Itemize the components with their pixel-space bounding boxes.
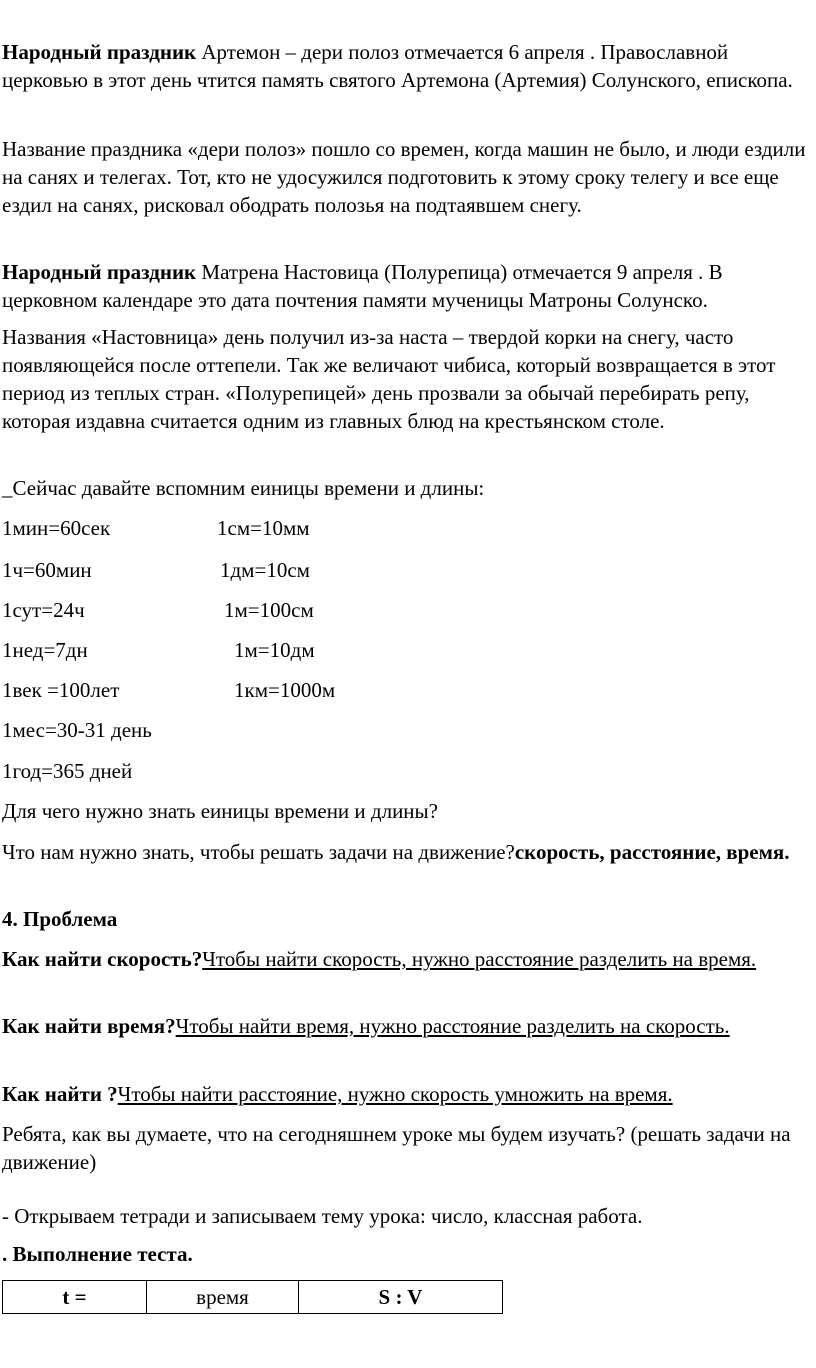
test-heading: . Выполнение теста. bbox=[2, 1242, 193, 1266]
time-unit: 1мес=30-31 день bbox=[2, 718, 152, 742]
unit-row bbox=[2, 636, 315, 664]
question-what-to-know bbox=[2, 838, 814, 866]
paragraph-matrena bbox=[2, 258, 814, 314]
unit-row bbox=[2, 556, 310, 584]
question-label: Как найти ? bbox=[2, 1082, 118, 1106]
table-row bbox=[3, 1281, 503, 1314]
question-why-units: Для чего нужно знать еиницы времени и длины? bbox=[2, 799, 438, 823]
answer-bold: скорость, расстояние, время. bbox=[514, 840, 790, 864]
length-unit: 1м=100см bbox=[224, 598, 314, 622]
length-unit: 1м=10дм bbox=[234, 638, 315, 662]
paragraph-lesson-topic: Ребята, как вы думаете, что на сегодняшнем уроке мы будем изучать? (решать задачи на движение) bbox=[2, 1122, 791, 1174]
time-unit: 1мин=60сек bbox=[2, 516, 111, 540]
question-text: Что нам нужно знать, чтобы решать задачи на движение? bbox=[2, 840, 515, 864]
table-cell: S : V bbox=[299, 1281, 503, 1314]
length-unit: 1дм=10см bbox=[220, 558, 310, 582]
holiday-label: Народный праздник bbox=[2, 260, 197, 284]
question-speed bbox=[2, 945, 814, 973]
time-unit: 1век =100лет bbox=[2, 678, 120, 702]
time-unit: 1сут=24ч bbox=[2, 598, 85, 622]
question-distance bbox=[2, 1080, 673, 1108]
answer-underlined: Чтобы найти скорость, нужно расстояние разделить на время. bbox=[202, 947, 757, 971]
unit-row bbox=[2, 596, 314, 624]
length-unit: 1км=1000м bbox=[234, 678, 336, 702]
question-time bbox=[2, 1012, 814, 1040]
unit-row bbox=[2, 514, 310, 542]
question-label: Как найти скорость? bbox=[2, 947, 203, 971]
paragraph-nastovnitsa: Названия «Настовница» день получил из-за наста – твердой корки на снегу, часто появляющейся после оттепели. Так же величают чибиса, который возвращается в этот период из теплых стран. «Полурепицей» день прозвали за обычай перебирать репу, которая издавна считается одним из главных блюд на крестьянском столе. bbox=[2, 325, 776, 433]
time-unit: 1ч=60мин bbox=[2, 558, 92, 582]
paragraph-text: Артемон – дери полоз отмечается 6 апреля . Православной церковью в этот день чтится память святого Артемона (Артемия) Солунского, епископа. bbox=[2, 40, 793, 92]
unit-row bbox=[2, 757, 132, 785]
table-cell: t = bbox=[3, 1281, 147, 1314]
length-unit: 1см=10мм bbox=[217, 516, 310, 540]
paragraph-deri-poloz: Название праздника «дери полоз» пошло со времен, когда машин не было, и люди ездили на санях и телегах. Тот, кто не удосужился подготовить к этому сроку телегу и все еще ездил на санях, рисковал ободрать полозья на подтаявшем снегу. bbox=[2, 137, 806, 217]
paragraph-open-notebooks: - Открываем тетради и записываем тему урока: число, классная работа. bbox=[2, 1204, 643, 1228]
test-table bbox=[2, 1280, 503, 1314]
answer-underlined: Чтобы найти расстояние, нужно скорость умножить на время. bbox=[117, 1082, 673, 1106]
table-cell: время bbox=[147, 1281, 299, 1314]
answer-underlined: Чтобы найти время, нужно расстояние разделить на скорость. bbox=[175, 1014, 730, 1038]
unit-row bbox=[2, 716, 152, 744]
paragraph-artemon bbox=[2, 38, 814, 94]
question-label: Как найти время? bbox=[2, 1014, 176, 1038]
recall-units-line: _Сейчас давайте вспомним еиницы времени и длины: bbox=[2, 476, 485, 500]
holiday-label: Народный праздник bbox=[2, 40, 197, 64]
time-unit: 1год=365 дней bbox=[2, 759, 133, 783]
time-unit: 1нед=7дн bbox=[2, 638, 88, 662]
unit-row bbox=[2, 676, 336, 704]
paragraph-text: Матрена Настовица (Полурепица) отмечается 9 апреля . В церковном календаре это дата почтения памяти мученицы Матроны Солунско. bbox=[2, 260, 723, 312]
section-problem-heading: 4. Проблема bbox=[2, 907, 118, 931]
